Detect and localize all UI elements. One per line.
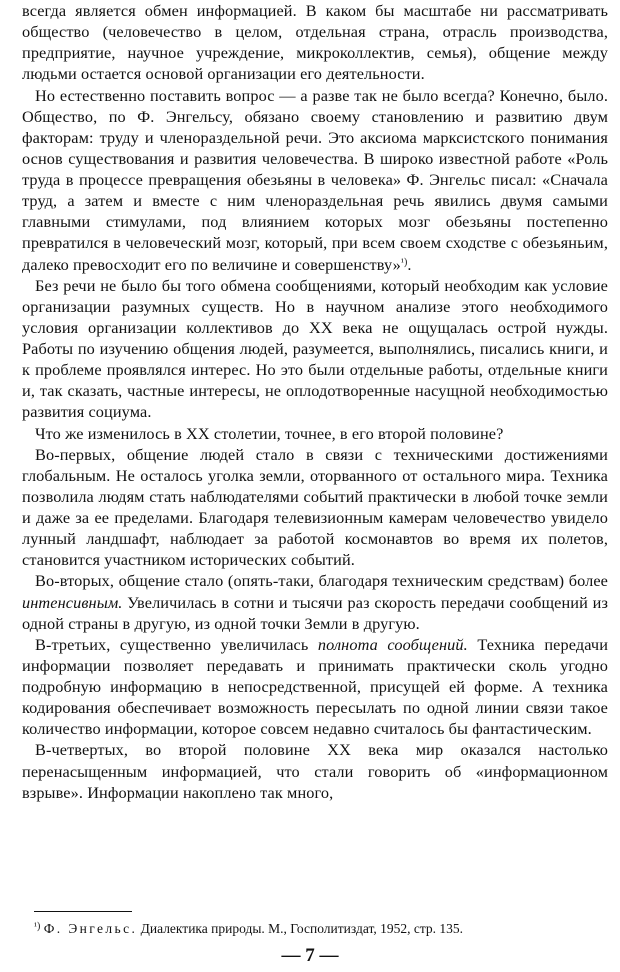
paragraph-6-emphasis: интенсивным.	[22, 592, 123, 612]
footnote-divider	[34, 911, 132, 912]
paragraph-2-text: Но естественно поставить вопрос — а разве так не было всегда? Конечно, было. Общество, по Ф. Энгельсу, обязано своему становлению и развитию двум факторам: труду и членораздельной речи. Это аксиома марксистского понимания основ существования и развития человечества. В широко известной работе «Роль труда в процессе превращения обезьяны в человека» Ф. Энгельс писал: «Сначала труд, а затем и вместе с ним членораздельная речь явились двумя самыми главными стимулами, под влиянием которых мозг обезьяны постепенно превратился в человеческий мозг, который, при всем своем сходстве с обезьяньим, далеко превосходит его по величине и совершенству»	[22, 85, 608, 274]
paragraph-1: всегда является обмен информацией. В каком бы масштабе ни рассматривать общество (человечество в целом, отдельная страна, отрасль производства, предприятие, научное учреждение, микроколлектив, семья), общение между людьми остается основой организации его деятельности.	[22, 1, 608, 84]
footnote	[34, 918, 614, 937]
body-text	[22, 0, 608, 803]
paragraph-7-emphasis: полнота сообщений.	[317, 634, 468, 654]
footnote-mark: ¹)	[34, 921, 41, 932]
footnote-text: Диалектика природы. М., Госполитиздат, 1952, стр. 135.	[137, 921, 464, 936]
paragraph-6-after: Увеличилась в сотни и тысячи раз скорость передачи сообщений из одной страны в другую, из одной точки Земли в другую.	[22, 592, 608, 633]
paragraph-2	[22, 85, 608, 275]
paragraph-7-after: Техника передачи информации позволяет передавать и принимать практически сколь угодно подробную информацию в непосредственной, присущей ей форме. А техника кодирования обеспечивает возможность пересылать по одной линии связи такое количество информации, которое совсем недавно считалось бы фантастическим.	[22, 634, 609, 739]
paragraph-6	[22, 570, 608, 633]
paragraph-3: Без речи не было бы того обмена сообщениями, который необходим как условие организации разумных существ. Но в научном анализе этого необходимого условия организации коллективов до XX века не ощущалась острой нужды. Работы по изучению общения людей, разумеется, выполнялись, писались книги, и к проблеме проявлялся интерес. Но это были отдельные работы, отдельные книги и, так сказать, частные интересы, не оплодотворенные насущной необходимостью развития социума.	[22, 275, 608, 422]
page-number: — 7 —	[281, 945, 339, 966]
paragraph-7-before: В-третьих, существенно увеличилась	[35, 634, 318, 654]
paragraph-4: Что же изменилось в XX столетии, точнее, в его второй половине?	[35, 423, 504, 443]
paragraph-2-tail: .	[407, 254, 412, 274]
footnote-reference[interactable]: ¹)	[400, 256, 408, 268]
paragraph-6-before: Во-вторых, общение стало (опять-таки, благодаря техническим средствам) более	[35, 571, 608, 591]
paragraph-7	[22, 634, 608, 740]
footnote-author: Ф. Энгельс.	[43, 921, 138, 936]
paragraph-5: Во-первых, общение людей стало в связи с техническими достижениями глобальным. Не осталось уголка земли, оторванного от остального мира. Техника позволила людям стать наблюдателями событий практически в любой точке земли и даже за ее пределами. Благодаря телевизионным камерам человечество увидело лунный ландшафт, наблюдает за работой космонавтов во время их полетов, становится участником исторических событий.	[22, 444, 608, 570]
paragraph-8: В-четвертых, во второй половине XX века мир оказался настолько перенасыщенным информацией, что стали говорить об «информационном взрыве». Информации накоплено так много,	[22, 740, 608, 802]
